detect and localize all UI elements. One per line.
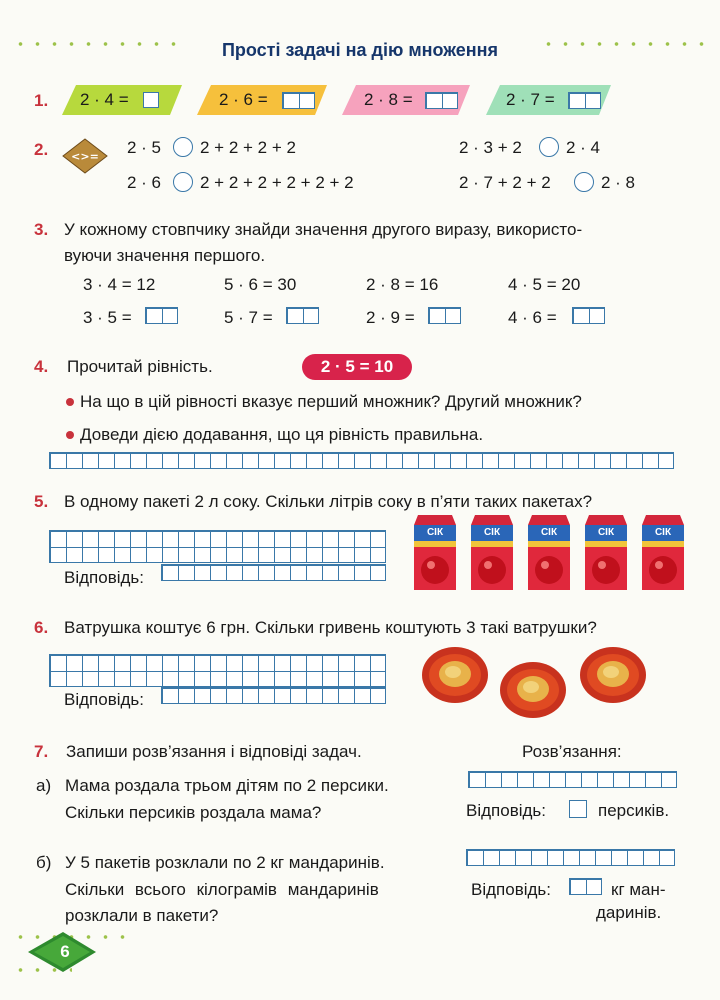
juice-carton: [642, 515, 684, 590]
task-3-given-2: 5 · 6 = 30: [224, 275, 297, 294]
page-title: Прості задачі на дію множення: [221, 40, 499, 60]
cheesecake-bun-icon: [578, 645, 648, 705]
task-2-row-2-left: 2 · 6: [127, 173, 162, 192]
bullet: [66, 398, 74, 406]
carton-label: СІК: [540, 527, 558, 538]
solution-label: Розв’язання:: [522, 742, 622, 761]
task-7a-line-2: Скільки персиків роздала мама?: [65, 803, 322, 822]
task-4-question-2: Доведи дією додавання, що ця рівність правильна.: [80, 425, 484, 444]
task-7a-line-1: Мама роздала трьом дітям по 2 персики.: [65, 776, 389, 795]
bullet: [66, 431, 74, 439]
carton-label: СІК: [483, 527, 501, 538]
task-2-row-3-left: 2 · 3 + 2: [459, 138, 522, 157]
task-7b-unit-1: кг ман-: [611, 880, 666, 899]
task-3-find-4: 4 · 6 =: [508, 308, 557, 327]
solution-grid[interactable]: [49, 530, 386, 563]
answer-box[interactable]: [143, 92, 159, 108]
juice-carton: [585, 515, 627, 590]
task-7b-label: б): [36, 853, 52, 872]
solution-grid[interactable]: [468, 771, 677, 788]
cheesecake-bun-icon: [420, 645, 490, 705]
answer-box[interactable]: [569, 878, 602, 895]
task-2-row-4-left: 2 · 7 + 2 + 2: [459, 173, 551, 192]
task-7a-unit: персиків.: [598, 801, 670, 820]
solution-grid[interactable]: [49, 654, 386, 687]
task-3-find-3: 2 · 9 =: [366, 308, 415, 327]
task-3-find-2: 5 · 7 =: [224, 308, 273, 327]
task-4-text: Прочитай рівність.: [67, 357, 213, 376]
task-7b-unit-2: даринів.: [596, 903, 662, 922]
task-1-item-2: [197, 85, 327, 115]
answer-grid[interactable]: [161, 687, 386, 704]
compare-circle[interactable]: [173, 137, 193, 157]
task-1-item-3: [342, 85, 470, 115]
juice-carton: [528, 515, 570, 590]
answer-grid[interactable]: [161, 564, 386, 581]
task-1-item-4: [486, 85, 611, 115]
task-2-row-2-right: 2 + 2 + 2 + 2 + 2 + 2: [200, 173, 354, 192]
task-7b-line-2: Скільки всього кілограмів мандаринів: [65, 880, 379, 899]
compare-icon: [62, 138, 108, 174]
answer-box[interactable]: [568, 92, 601, 109]
answer-box[interactable]: [572, 307, 605, 324]
answer-box[interactable]: [286, 307, 319, 324]
task-1-expr-3: 2 · 8 =: [364, 90, 413, 109]
answer-box[interactable]: [145, 307, 178, 324]
task-7b-line-1: У 5 пакетів розклали по 2 кг мандаринів.: [65, 853, 385, 872]
task-7a-label: а): [36, 776, 52, 795]
task-3-given-4: 4 · 5 = 20: [508, 275, 581, 294]
compare-icon-text: <>=: [71, 150, 99, 163]
task-2-row-1-left: 2 · 5: [127, 138, 162, 157]
answer-box[interactable]: [569, 800, 587, 818]
task-5-number: 5.: [34, 492, 49, 511]
task-3-text-line-1: У кожному стовпчику знайди значення другого виразу, використо-: [64, 220, 583, 239]
juice-carton: [471, 515, 513, 590]
answer-label: Відповідь:: [471, 880, 552, 899]
task-3-number: 3.: [34, 220, 49, 239]
carton-label: СІК: [654, 527, 672, 538]
task-6-number: 6.: [34, 618, 49, 637]
task-2-row-3-right: 2 · 4: [566, 138, 601, 157]
cheesecake-bun-icon: [498, 660, 568, 720]
task-3-given-3: 2 · 8 = 16: [366, 275, 439, 294]
task-2-row-1-right: 2 + 2 + 2 + 2: [200, 138, 296, 157]
juice-carton: [414, 515, 456, 590]
task-7-text: Запиши розв’язання і відповіді задач.: [66, 742, 362, 761]
task-3-given-1: 3 · 4 = 12: [83, 275, 156, 294]
task-1-item-1: [62, 85, 182, 115]
task-5-text: В одному пакеті 2 л соку. Скільки літрів соку в п’яти таких пакетах?: [64, 492, 593, 511]
answer-label: Відповідь:: [466, 801, 547, 820]
answer-label: Відповідь:: [64, 690, 145, 709]
task-2-number: 2.: [34, 140, 49, 159]
task-1-expr-2: 2 · 6 =: [219, 90, 268, 109]
compare-circle[interactable]: [539, 137, 559, 157]
task-2-row-4-right: 2 · 8: [601, 173, 636, 192]
bottom-dotted-border-lower: [12, 968, 72, 972]
task-7b-line-3: розклали в пакети?: [65, 906, 219, 925]
answer-grid-row[interactable]: [49, 452, 674, 469]
compare-circle[interactable]: [173, 172, 193, 192]
solution-grid[interactable]: [466, 849, 675, 866]
compare-circle[interactable]: [574, 172, 594, 192]
task-3-find-1: 3 · 5 =: [83, 308, 132, 327]
carton-label: СІК: [597, 527, 615, 538]
equation-badge: 2 · 5 = 10: [302, 354, 412, 380]
task-7-number: 7.: [34, 742, 49, 761]
task-4-question-1: На що в цій рівності вказує перший множник? Другий множник?: [80, 392, 582, 411]
answer-box[interactable]: [425, 92, 458, 109]
answer-box[interactable]: [428, 307, 461, 324]
task-1-expr-1: 2 · 4 =: [80, 90, 129, 109]
answer-label: Відповідь:: [64, 568, 145, 587]
task-1-number: 1.: [34, 91, 49, 110]
task-1-expr-4: 2 · 7 =: [506, 90, 555, 109]
task-6-text: Ватрушка коштує 6 грн. Скільки гривень коштують 3 такі ватрушки?: [64, 618, 597, 637]
task-4-number: 4.: [34, 357, 49, 376]
carton-label: СІК: [426, 527, 444, 538]
task-3-text-line-2: вуючи значення першого.: [64, 246, 266, 265]
answer-box[interactable]: [282, 92, 315, 109]
page-number: 6: [60, 942, 70, 961]
